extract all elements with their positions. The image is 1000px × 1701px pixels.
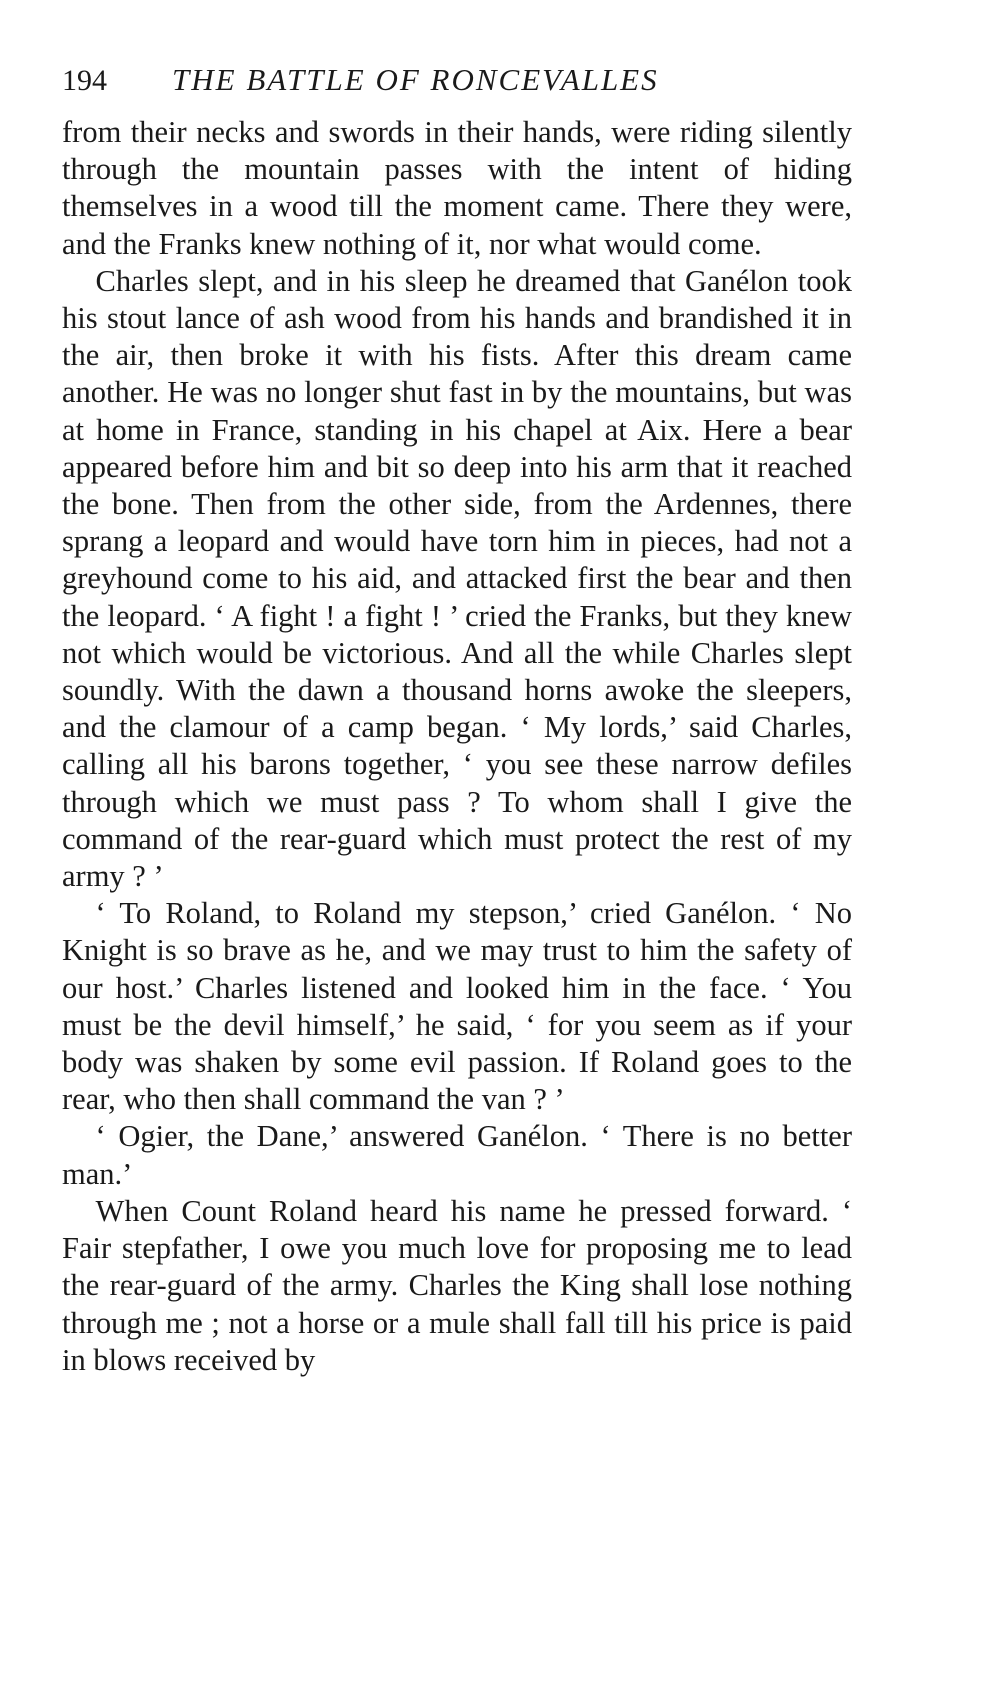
paragraph-5: When Count Roland heard his name he pressed forward. ‘ Fair stepfather, I owe you much love for proposing me to lead the rear-guard of the army. Charles the King shall lose nothing through me ; not a horse or a mule shall fall till his price is paid in blows received by <box>62 1193 852 1377</box>
paragraph-4: ‘ Ogier, the Dane,’ answered Ganélon. ‘ There is no better man.’ <box>62 1119 852 1191</box>
running-title: THE BATTLE OF RONCEVALLES <box>172 62 659 97</box>
text-body <box>62 114 852 1379</box>
page-number: 194 <box>62 64 107 97</box>
paragraph-3: ‘ To Roland, to Roland my stepson,’ cried Ganélon. ‘ No Knight is so brave as he, and we may trust to him the safety of our host.’ Charles listened and looked him in the face. ‘ You must be the devil himself,’ he said, ‘ for you seem as if your body was shaken by some evil passion. If Roland goes to the rear, who then shall command the van ? ’ <box>62 896 852 1117</box>
paragraph-2: Charles slept, and in his sleep he dreamed that Ganélon took his stout lance of ash wood from his hands and brandished it in the air, then broke it with his fists. After this dream came another. He was no longer shut fast in by the mountains, but was at home in France, standing in his chapel at Aix. Here a bear appeared before him and bit so deep into his arm that it reached the bone. Then from the other side, from the Ardennes, there sprang a leopard and would have torn him in pieces, had not a greyhound come to his aid, and attacked first the bear and then the leopard. ‘ A fight ! a fight ! ’ cried the Franks, but they knew not which would be victorious. And all the while Charles slept soundly. With the dawn a thousand horns awoke the sleepers, and the clamour of a camp began. ‘ My lords,’ said Charles, calling all his barons together, ‘ you see these narrow defiles through which we must pass ? To whom shall I give the command of the rear-guard which must protect the rest of my army ? ’ <box>62 263 852 894</box>
paragraph-1: from their necks and swords in their hands, were riding silently through the mountain passes with the intent of hiding themselves in a wood till the moment came. There they were, and the Franks knew nothing of it, nor what would come. <box>62 115 852 261</box>
book-page <box>62 62 852 1379</box>
running-head <box>62 62 852 110</box>
